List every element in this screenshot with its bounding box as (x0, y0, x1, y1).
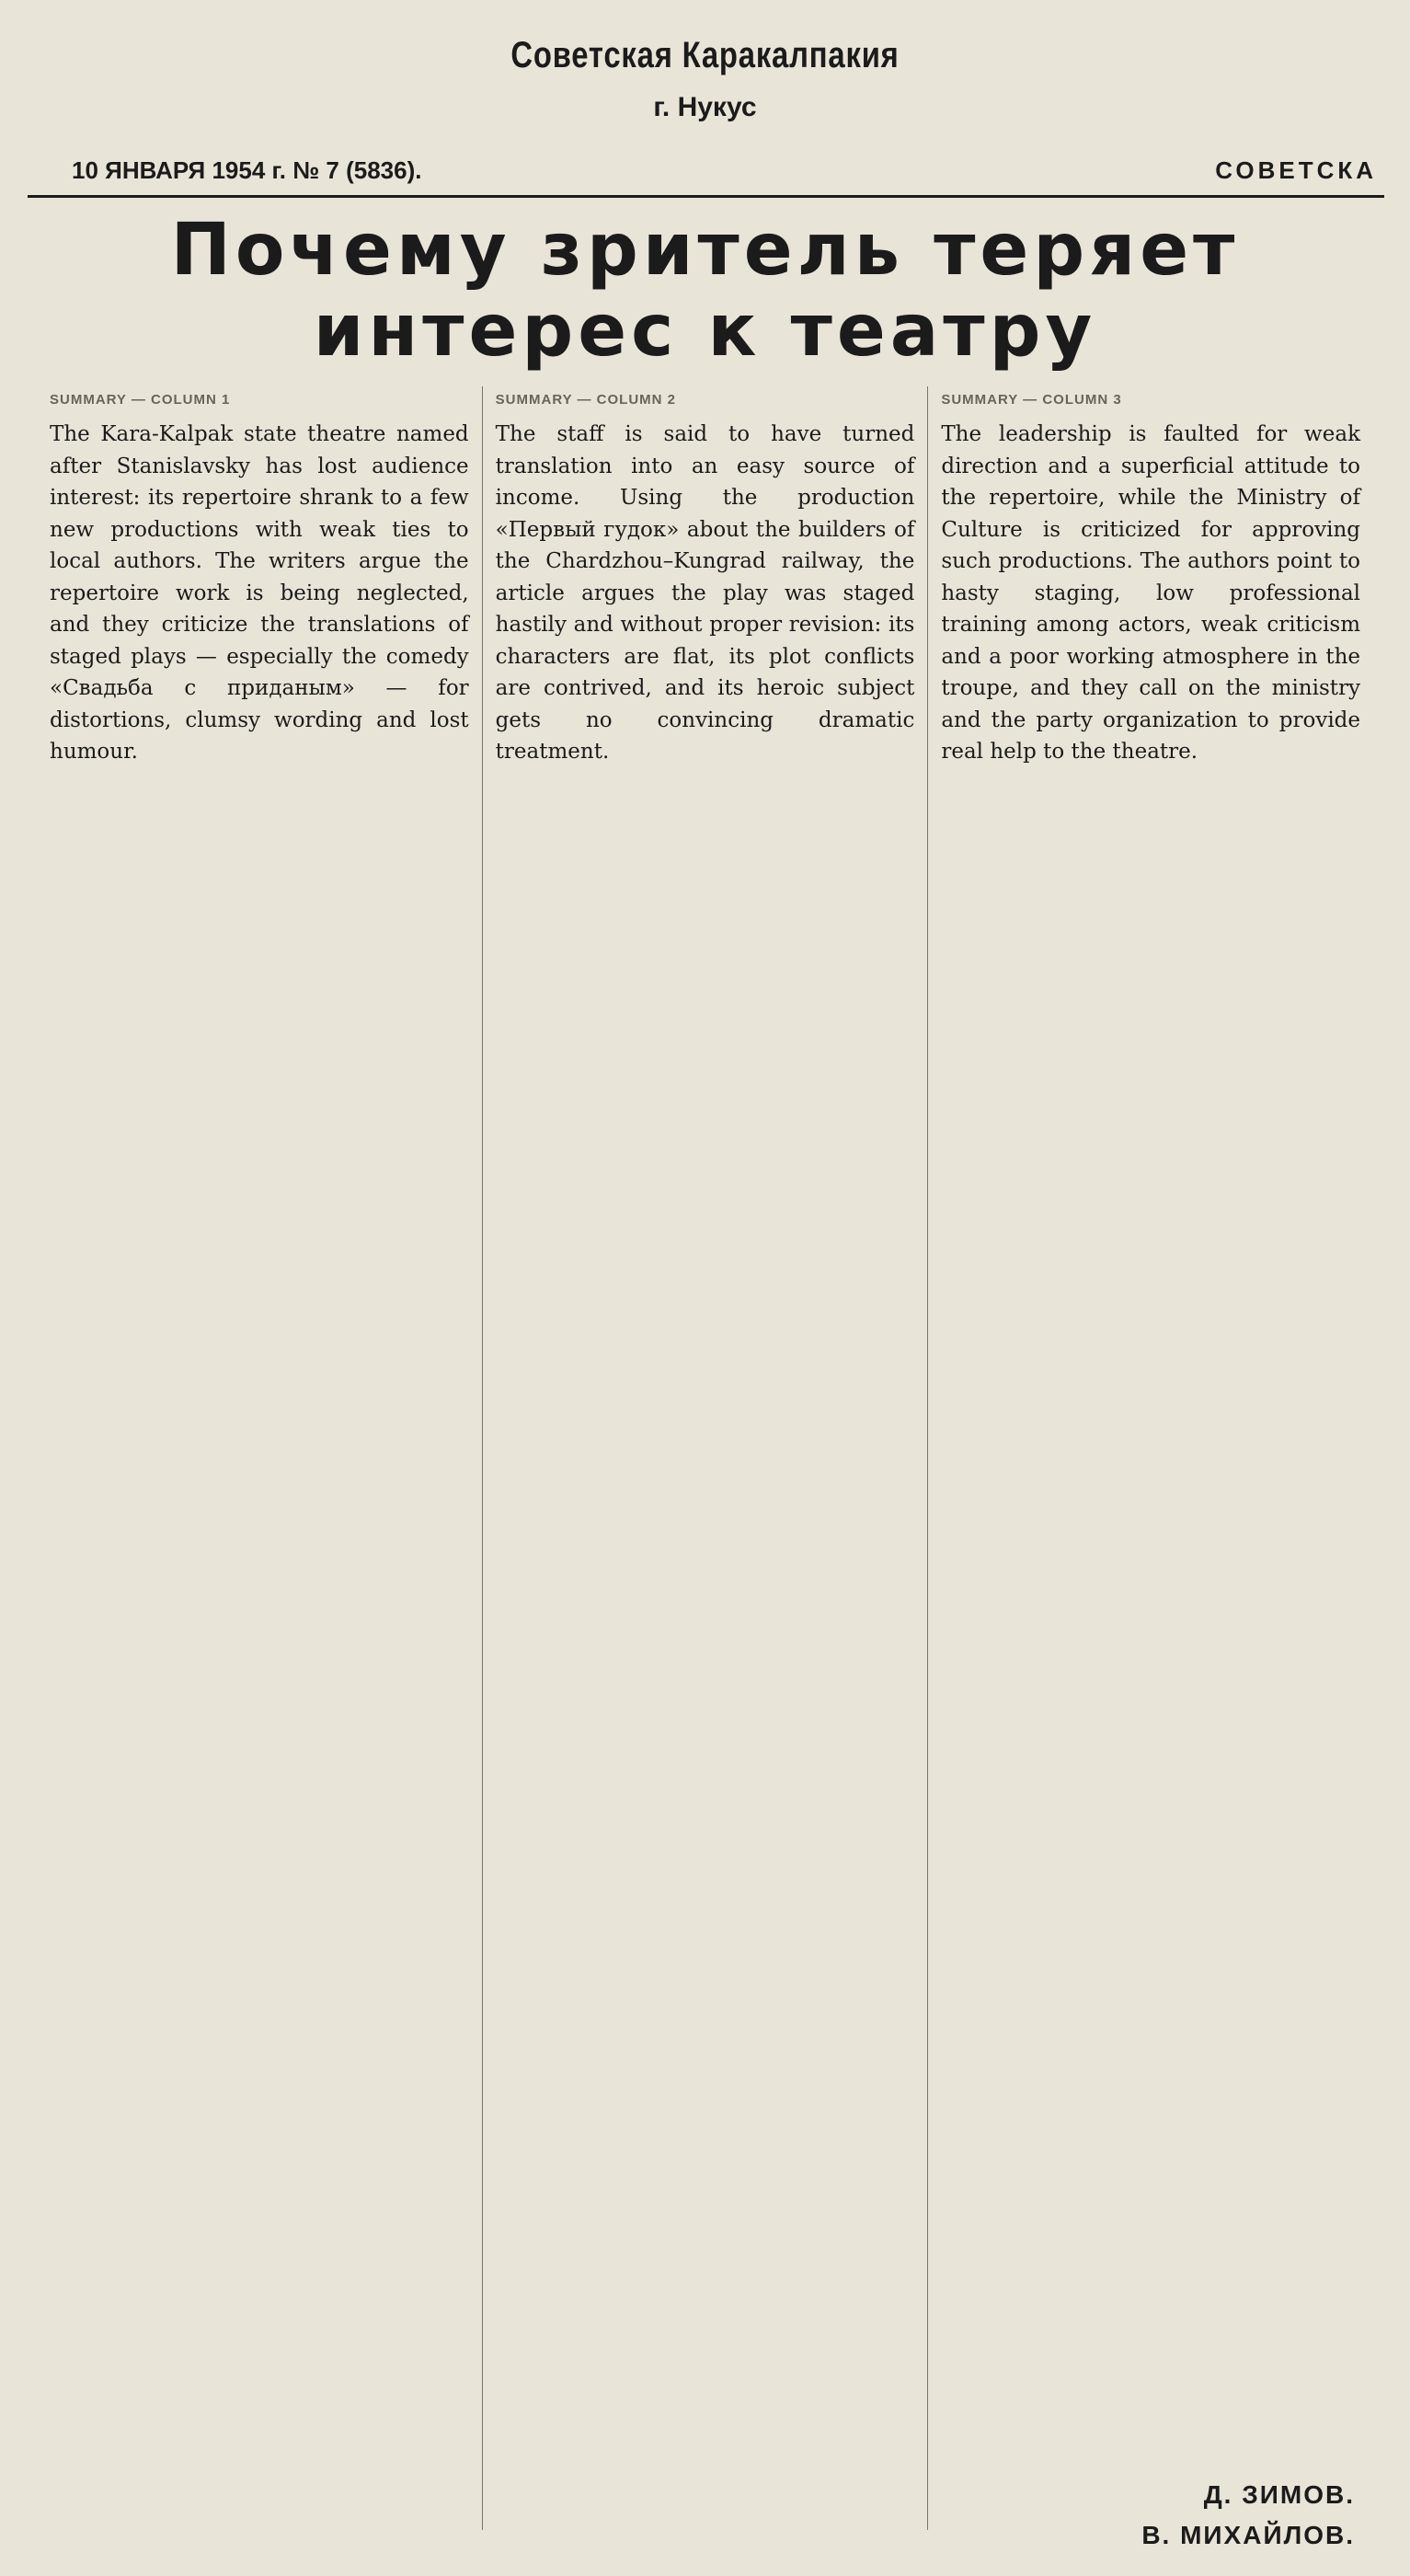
issue-dateline: 10 ЯНВАРЯ 1954 г. № 7 (5836). (72, 156, 422, 184)
column-summary-heading: SUMMARY — COLUMN 2 (495, 392, 677, 408)
column-summary-body: The staff is said to have turned translation into an easy source of income. Using the production «Первый гудок» about the builders of the Chardzhou–Kungrad railway, the article argues the play was staged hastily and without proper revision: its characters are flat, its plot conflicts are contrived, and its heroic subject gets no convincing dramatic treatment. (495, 422, 915, 764)
article-column-2 (482, 386, 928, 2530)
page-section-label: СОВЕТСКА (1215, 156, 1377, 184)
column-summary-body: The leadership is faulted for weak direction and a superficial attitude to the repertoire, while the Ministry of Culture is criticized for approving such productions. The authors point to hasty staging, low professional training among actors, weak criticism and a poor working atmosphere in the troupe, and they call on the ministry and the party organization to provide real help to the theatre. (941, 422, 1361, 764)
article-column-3 (927, 386, 1373, 2530)
masthead-city: г. Нукус (653, 92, 757, 122)
column-summary-heading: SUMMARY — COLUMN 1 (50, 392, 231, 408)
column-summary-body: The Kara-Kalpak state theatre named after Stanislavsky has lost audience interest: its repertoire shrank to a few new productions with weak ties to local authors. The writers argue the repertoire work is being neglected, and they criticize the translations of staged plays — especially the comedy «Свадьба с приданым» — for distortions, clumsy wording and lost humour. (50, 422, 469, 764)
header-rule (28, 195, 1384, 198)
article-column-1 (37, 386, 482, 2530)
article-columns (37, 386, 1373, 2530)
author-byline-1: Д. ЗИМОВ. (1203, 2480, 1355, 2509)
newspaper-masthead: Советская Каракалпакия (510, 35, 900, 75)
article-headline-line-2: интерес к театру (313, 290, 1097, 373)
column-summary-heading: SUMMARY — COLUMN 3 (941, 392, 1122, 408)
author-byline-2: В. МИХАЙЛОВ. (1141, 2521, 1355, 2549)
article-headline-line-1: Почему зритель теряет (170, 209, 1240, 292)
